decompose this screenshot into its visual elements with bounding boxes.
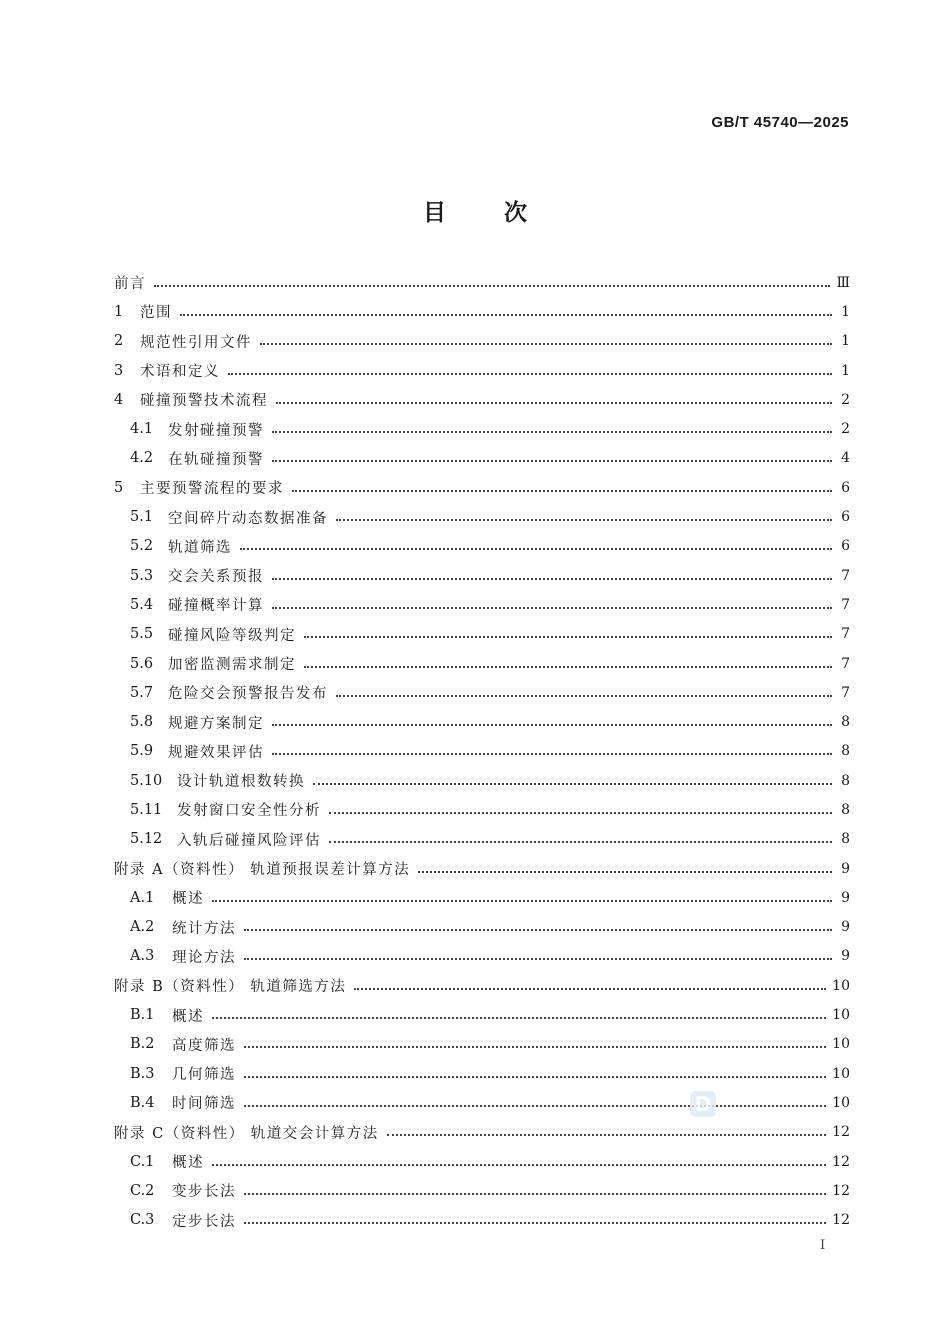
toc-leader-dots (336, 695, 832, 697)
toc-leader-dots (244, 1076, 826, 1078)
toc-entry[interactable] (114, 678, 850, 707)
toc-entry-title: 概述 (172, 1155, 204, 1172)
toc-entry-title: 危险交会预警报告发布 (168, 686, 328, 703)
toc-leader-dots (240, 548, 832, 550)
toc-entry[interactable] (114, 1147, 850, 1176)
toc-entry-title: 统计方法 (172, 920, 236, 937)
toc-leader-dots (212, 1017, 826, 1019)
toc-leader-dots (212, 900, 832, 902)
toc-entry[interactable] (114, 766, 850, 795)
toc-entry-number: 5.12 (130, 831, 163, 848)
toc-leader-dots (180, 314, 832, 316)
toc-entry-page: 6 (841, 479, 850, 496)
toc-entry-title: 规范性引用文件 (140, 334, 252, 351)
toc-entry[interactable] (114, 649, 850, 678)
toc-leader-dots (272, 753, 832, 755)
toc-leader-dots (212, 1164, 826, 1166)
toc-entry-page: 12 (832, 1182, 850, 1199)
toc-entry[interactable] (114, 590, 850, 619)
toc-entry[interactable] (114, 1088, 850, 1117)
toc-entry[interactable] (114, 707, 850, 736)
toc-entry[interactable] (114, 825, 850, 854)
toc-entry[interactable] (114, 385, 850, 414)
toc-entry-title: 主要预警流程的要求 (140, 481, 284, 498)
toc-leader-dots (244, 1222, 826, 1224)
toc-entry-title: 发射窗口安全性分析 (177, 803, 321, 820)
toc-entry-number: 5.10 (130, 772, 163, 789)
toc-entry-page: 10 (832, 1036, 850, 1053)
toc-entry-title: 在轨碰撞预警 (168, 451, 264, 468)
toc-entry[interactable] (114, 268, 850, 297)
toc-entry-page: 9 (841, 948, 850, 965)
toc-entry[interactable] (114, 297, 850, 326)
toc-entry-title: 设计轨道根数转换 (177, 774, 305, 791)
toc-entry-title: 附录 C（资料性） 轨道交会计算方法 (114, 1125, 379, 1142)
toc-entry-page: 1 (841, 333, 850, 350)
toc-entry-page: 9 (841, 919, 850, 936)
toc-entry-number: 4 (114, 391, 124, 408)
toc-entry[interactable] (114, 1176, 850, 1205)
toc-entry-number: B.3 (130, 1065, 155, 1082)
toc-entry[interactable] (114, 532, 850, 561)
toc-entry-title: 术语和定义 (140, 364, 220, 381)
toc-leader-dots (244, 1105, 826, 1107)
toc-entry-page: Ⅲ (836, 274, 850, 291)
toc-leader-dots (304, 636, 832, 638)
toc-leader-dots (272, 578, 832, 580)
toc-leader-dots (329, 812, 832, 814)
toc-entry-page: 2 (841, 421, 850, 438)
toc-entry-number: 4.1 (130, 421, 154, 438)
table-of-contents (114, 268, 850, 1235)
toc-entry-page: 7 (841, 626, 850, 643)
standard-number: GB/T 45740—2025 (711, 114, 849, 131)
toc-entry-number: B.4 (130, 1094, 155, 1111)
toc-entry-number: A.1 (130, 889, 155, 906)
toc-entry-title: 轨道筛选 (168, 539, 232, 556)
toc-entry-page: 8 (841, 743, 850, 760)
toc-entry-number: 5.3 (130, 567, 154, 584)
toc-leader-dots (244, 929, 832, 931)
toc-entry-title: 发射碰撞预警 (168, 422, 264, 439)
toc-entry-title: 交会关系预报 (168, 569, 264, 586)
toc-entry[interactable] (114, 502, 850, 531)
toc-leader-dots (244, 1046, 826, 1048)
toc-entry-title: 几何筛选 (172, 1067, 236, 1084)
toc-leader-dots (260, 343, 832, 345)
toc-entry-title: 概述 (172, 891, 204, 908)
toc-entry-title: 附录 A（资料性） 轨道预报误差计算方法 (114, 862, 411, 879)
toc-entry[interactable] (114, 942, 850, 971)
toc-entry-number: C.2 (130, 1182, 155, 1199)
toc-entry-number: 5 (114, 479, 124, 496)
toc-entry-page: 10 (832, 1094, 850, 1111)
toc-leader-dots (418, 871, 832, 873)
toc-entry-number: 5.2 (130, 538, 154, 555)
toc-entry-number: 5.6 (130, 655, 154, 672)
toc-entry[interactable] (114, 913, 850, 942)
toc-leader-dots (329, 841, 832, 843)
toc-entry-title: 变步长法 (172, 1184, 236, 1201)
toc-leader-dots (272, 431, 832, 433)
toc-leader-dots (272, 724, 832, 726)
toc-entry[interactable] (114, 1059, 850, 1088)
toc-entry-number: 5.4 (130, 596, 154, 613)
toc-entry[interactable] (114, 737, 850, 766)
toc-entry[interactable] (114, 1206, 850, 1235)
toc-leader-dots (354, 988, 826, 990)
toc-entry[interactable] (114, 620, 850, 649)
toc-entry-page: 12 (832, 1124, 850, 1141)
toc-entry-number: 5.1 (130, 509, 154, 526)
toc-entry-number: 4.2 (130, 450, 154, 467)
toc-leader-dots (387, 1134, 826, 1136)
toc-entry-number: 5.11 (130, 801, 163, 818)
toc-entry-page: 1 (841, 362, 850, 379)
toc-entry-page: 7 (841, 655, 850, 672)
toc-entry-number: B.1 (130, 1007, 155, 1024)
toc-entry-number: 5.5 (130, 626, 154, 643)
toc-entry-page: 4 (841, 450, 850, 467)
toc-entry-title: 碰撞概率计算 (168, 598, 264, 615)
toc-entry-title: 概述 (172, 1008, 204, 1025)
toc-leader-dots (272, 460, 832, 462)
toc-entry-page: 6 (841, 538, 850, 555)
toc-entry-number: 5.9 (130, 743, 154, 760)
toc-entry[interactable] (114, 1000, 850, 1029)
toc-entry-number: 5.8 (130, 714, 154, 731)
toc-entry-page: 8 (841, 714, 850, 731)
page-number: I (820, 1238, 826, 1253)
toc-entry-page: 8 (841, 831, 850, 848)
toc-entry[interactable] (114, 1030, 850, 1059)
toc-leader-dots (154, 285, 830, 287)
toc-entry[interactable] (114, 1118, 850, 1147)
toc-entry[interactable] (114, 473, 850, 502)
toc-entry-page: 12 (832, 1153, 850, 1170)
toc-entry-page: 6 (841, 509, 850, 526)
toc-entry-number: A.3 (130, 948, 155, 965)
toc-entry-page: 9 (841, 860, 850, 877)
toc-entry-number: 1 (114, 303, 124, 320)
toc-entry-page: 7 (841, 596, 850, 613)
toc-entry-page: 10 (832, 1007, 850, 1024)
toc-leader-dots (313, 783, 832, 785)
toc-entry[interactable] (114, 971, 850, 1000)
toc-leader-dots (304, 666, 832, 668)
toc-entry[interactable] (114, 883, 850, 912)
toc-leader-dots (228, 373, 832, 375)
toc-entry-number: C.3 (130, 1212, 155, 1229)
toc-entry[interactable] (114, 414, 850, 443)
toc-entry-title: 入轨后碰撞风险评估 (177, 832, 321, 849)
toc-entry-title: 空间碎片动态数据准备 (168, 510, 328, 527)
toc-entry[interactable] (114, 561, 850, 590)
toc-entry-number: 3 (114, 362, 124, 379)
toc-entry-page: 1 (841, 303, 850, 320)
toc-entry-title: 规避效果评估 (168, 744, 264, 761)
toc-leader-dots (244, 958, 832, 960)
toc-leader-dots (244, 1193, 826, 1195)
toc-leader-dots (272, 607, 832, 609)
toc-entry-title: 高度筛选 (172, 1037, 236, 1054)
toc-entry-page: 10 (832, 1065, 850, 1082)
toc-entry-number: 5.7 (130, 684, 154, 701)
toc-entry[interactable] (114, 444, 850, 473)
toc-entry-page: 2 (841, 391, 850, 408)
toc-entry-title: 规避方案制定 (168, 715, 264, 732)
toc-entry[interactable] (114, 854, 850, 883)
toc-entry-page: 10 (832, 977, 850, 994)
toc-entry-page: 12 (832, 1212, 850, 1229)
watermark-logo-icon: D (690, 1091, 716, 1117)
toc-entry[interactable] (114, 795, 850, 824)
toc-leader-dots (276, 402, 832, 404)
toc-entry-page: 8 (841, 772, 850, 789)
toc-entry[interactable] (114, 356, 850, 385)
toc-entry-number: A.2 (130, 919, 155, 936)
toc-entry-title: 时间筛选 (172, 1096, 236, 1113)
toc-entry-title: 碰撞风险等级判定 (168, 627, 296, 644)
toc-leader-dots (292, 490, 832, 492)
toc-entry-title: 范围 (140, 305, 172, 322)
toc-entry-title: 碰撞预警技术流程 (140, 393, 268, 410)
toc-entry-title: 理论方法 (172, 949, 236, 966)
toc-entry-title: 附录 B（资料性） 轨道筛选方法 (114, 979, 347, 996)
toc-entry-page: 7 (841, 567, 850, 584)
toc-entry-title: 前言 (114, 276, 146, 293)
toc-entry-page: 9 (841, 889, 850, 906)
page-title: 目次 (423, 200, 585, 226)
toc-entry-number: C.1 (130, 1153, 155, 1170)
toc-entry-page: 8 (841, 801, 850, 818)
toc-entry-title: 加密监测需求制定 (168, 657, 296, 673)
toc-entry-page: 7 (841, 684, 850, 701)
toc-entry-number: B.2 (130, 1036, 155, 1053)
toc-entry[interactable] (114, 327, 850, 356)
toc-entry-title: 定步长法 (172, 1213, 236, 1230)
toc-leader-dots (336, 519, 832, 521)
toc-entry-number: 2 (114, 333, 124, 350)
